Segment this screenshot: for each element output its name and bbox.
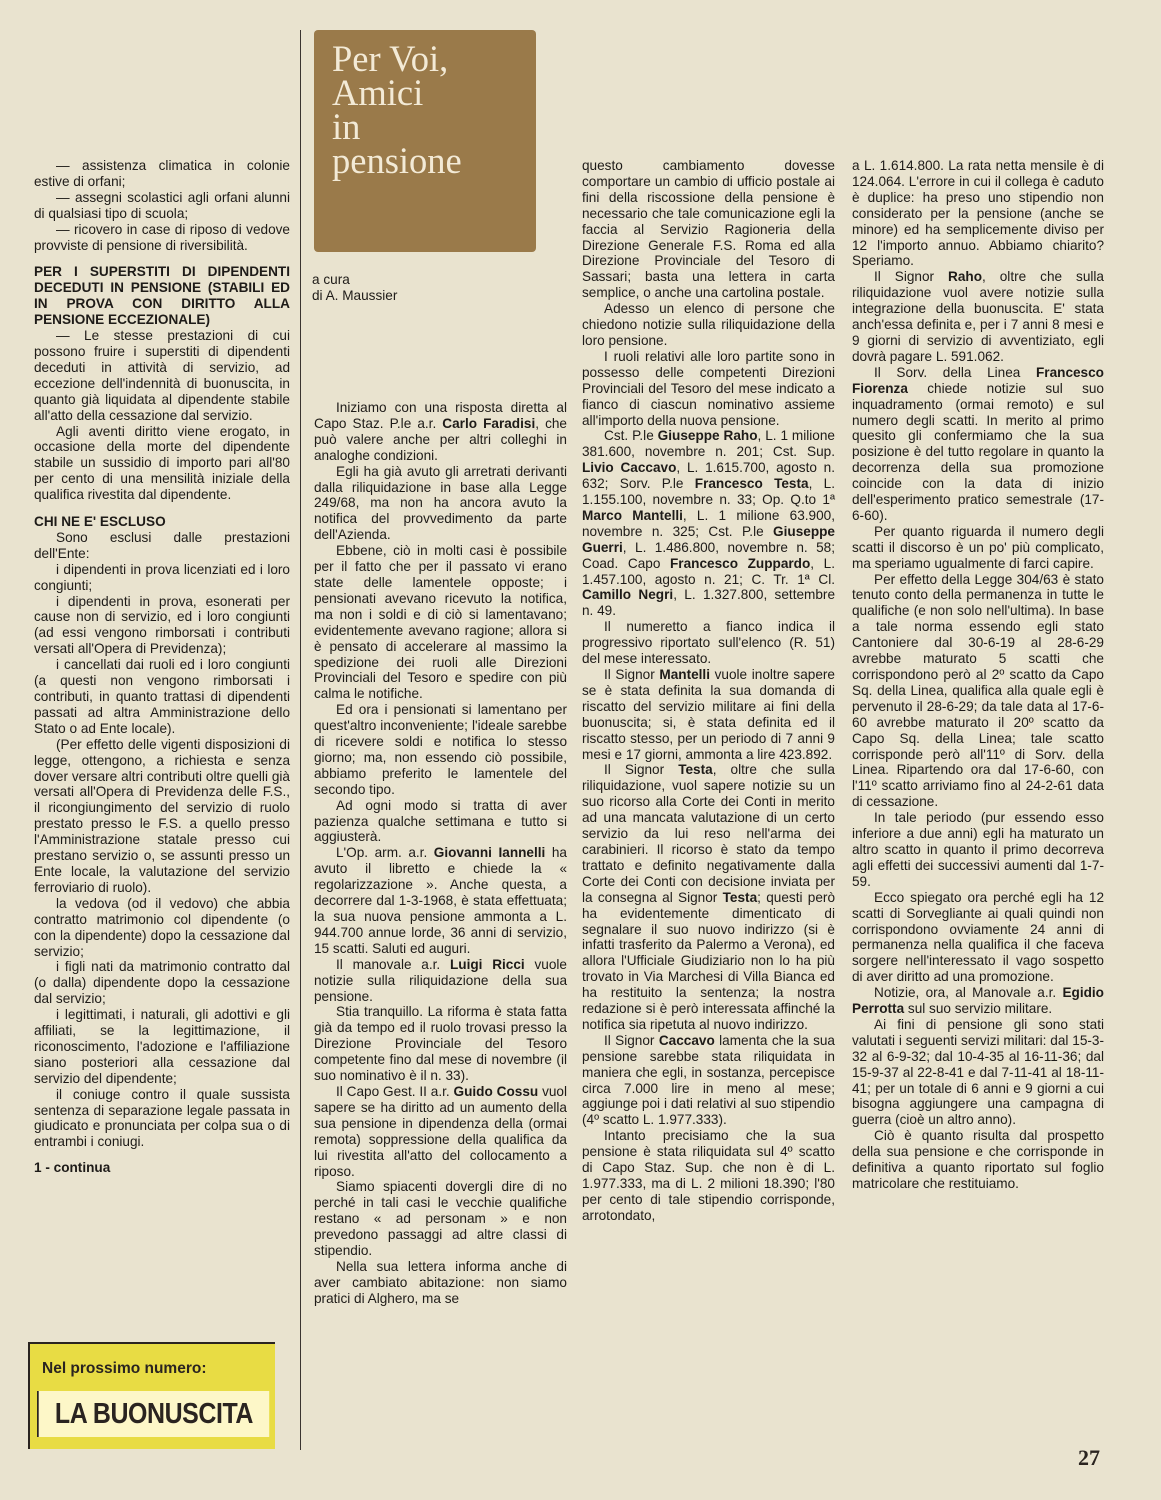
paragraph: Nella sua lettera informa anche di aver cambiato abitazione: non siamo pratici di Alghero, ma se	[314, 1258, 567, 1306]
paragraph	[314, 1084, 567, 1179]
section-title-line: Per Voi,	[332, 38, 449, 79]
paragraph: questo cambiamento dovesse comportare un cambio di ufficio postale ai fini della riscossione della pensione è necessario che tale comunicazione egli la faccia al Servizio Ragioneria della Direzione Generale F.S. Roma ed alla Direzione Provinciale del Tesoro di Sassari; basta una lettera in carta semplice, o anche una cartolina postale.	[582, 158, 835, 301]
paragraph: Ai fini di pensione gli sono stati valutati i seguenti servizi militari: dal 15-3-32 al 6-9-32; dal 10-4-35 al 16-11-36; dal 15-9-37 al 22-8-41 e dal 7-11-41 al 18-11-41; per un totale di 6 anni e 9 giorni a cui bisogna aggiungere una campagna di guerra (cioè un altro anno).	[852, 1016, 1104, 1128]
paragraph	[314, 400, 567, 464]
byline	[312, 272, 397, 304]
section-title-line: Amici	[332, 72, 424, 113]
page-number: 27	[1078, 1445, 1100, 1470]
paragraph-text: Cst. P.le	[604, 428, 658, 444]
paragraph: a L. 1.614.800. La rata netta mensile è di 124.064. L'errore in cui il collega è caduto è duplice: ha preso uno stipendio non considerato per la pensione (anche se minore) ed ha semplicemente diviso per 12 l'importo annuo. Abbiamo chiarito? Speriamo.	[852, 158, 1104, 269]
person-name: Caccavo	[658, 1032, 715, 1048]
paragraph-text: vuole inoltre sapere se è stata definita la sua domanda di riscatto del servizio militare ai fini della buonuscita; si, è stata definita ed il riscatto stesso, per un periodo di 7 anni 9 mesi e 17 giorni, ammonta a lire 423.892.	[582, 667, 835, 762]
column-divider	[300, 30, 301, 1450]
paragraph: Il numeretto a fianco indica il progressivo riportato sull'elenco (R. 51) del mese interessato.	[582, 619, 835, 667]
section-title-line: in	[332, 106, 361, 147]
paragraph: — ricovero in case di riposo di vedove provviste di pensione di riversibilità.	[34, 221, 290, 253]
paragraph	[852, 985, 1104, 1017]
section-heading: PER I SUPERSTITI DI DIPENDENTI DECEDUTI IN PENSIONE (STABILI ED IN PROVA CON DIRITTO ALLA PENSIONE ECCEZIONALE)	[34, 264, 290, 328]
paragraph-text: Il Signor	[604, 1032, 659, 1048]
paragraph-text: Iniziamo con una risposta diretta al Capo Staz. P.le a.r.	[314, 400, 567, 431]
paragraph-text: , L. 1.155.100, novembre n. 33; Op. Q.to 1ª	[582, 476, 835, 508]
paragraph: i cancellati dai ruoli ed i loro congiunti (a questi non vengono rimborsati i contributi, in quanto trattasi di dipendenti passati ad altra Amministrazione dello Stato o ad Ente locale).	[34, 657, 290, 736]
paragraph-text: , oltre che sulla riliquidazione, vuol sapere notizie su un suo ricorso alla Corte dei Conti in merito ad una mancata valutazione di un certo servizio da lui reso nell'arma dei carabinieri. Il ricorso è stato da tempo trattato e definito negativamente dalla Corte dei Conti con decisione inviata per la consegna al Signor	[582, 762, 835, 905]
paragraph: Ciò è quanto risulta dal prospetto della sua pensione e che corrisponde in definitiva a quanto riportato sul foglio matricolare che restituiamo.	[852, 1128, 1104, 1191]
byline-line: di A. Maussier	[312, 288, 398, 303]
paragraph: i figli nati da matrimonio contratto dal (o dalla) dipendente dopo la cessazione dal servizio;	[34, 959, 290, 1007]
paragraph: — Le stesse prestazioni di cui possono fruire i superstiti di dipendenti deceduti in attività di servizio, ad eccezione dell'indennità di buonuscita, in quanto già liquidata al dipendente stabile all'atto della cessazione dal servizio.	[34, 328, 290, 423]
paragraph-text: Il Signor	[604, 762, 679, 778]
paragraph	[582, 428, 835, 619]
paragraph	[582, 762, 835, 1032]
person-name: Guido Cossu	[453, 1083, 539, 1099]
person-name: Luigi Ricci	[449, 956, 525, 972]
paragraph	[314, 845, 567, 956]
paragraph-text: vuol sapere se ha diritto ad un aumento della sua pensione in dipendenza della (ormai remota) soppressione della qualifica da lui rivestita all'atto del collocamento a riposo.	[314, 1083, 567, 1179]
paragraph-text: , che può valere anche per altri colleghi in analoghe condizioni.	[314, 415, 567, 463]
paragraph-text: , L. 1.486.800, novembre n. 58; Coad. Capo	[582, 539, 835, 571]
byline-line: a cura	[312, 272, 350, 287]
paragraph-text: , L. 1 milione 63.900, novembre n. 325; Cst. P.le	[582, 507, 836, 539]
text-column-3	[582, 158, 835, 1224]
person-name: Raho	[948, 269, 982, 285]
paragraph: Agli aventi diritto viene erogato, in occasione della morte del dipendente stabile un sussidio di importo pari all'80 per cento di una mensilità iniziale della qualifica rivestita dal dipendente.	[34, 423, 290, 503]
person-name: Testa	[722, 889, 758, 905]
paragraph: Per quanto riguarda il numero degli scatti il discorso è un po' più complicato, ma speriamo ugualmente di farci capire.	[852, 523, 1104, 571]
paragraph-text: Notizie, ora, al Manovale a.r.	[874, 985, 1063, 1001]
person-name: Camillo Negri	[582, 587, 674, 603]
paragraph-text: vuole notizie sulla riliquidazione della sua pensione.	[314, 956, 567, 1004]
person-name: Carlo Faradisi	[442, 415, 536, 431]
paragraph-text: , L. 1 milione 381.600, novembre n. 201; Cst. Sup.	[582, 428, 835, 460]
paragraph-text: , oltre che sulla riliquidazione vuol avere notizie sulla integrazione della buonuscita. E' stata anch'essa definita e, per i 7 anni 8 mesi e 9 giorni di servizio di avventiziato, egli dovrà pagare L. 591.062.	[852, 269, 1104, 364]
paragraph	[852, 365, 1104, 524]
paragraph-text: , L. 1.615.700, agosto n. 632; Sorv. P.le	[582, 460, 836, 492]
paragraph: — assegni scolastici agli orfani alunni di qualsiasi tipo di scuola;	[34, 189, 290, 221]
person-name: Francesco Zuppardo	[670, 555, 811, 571]
paragraph: Sono esclusi dalle prestazioni dell'Ente:	[34, 529, 290, 561]
text-column-4	[852, 158, 1104, 1192]
person-name: Mantelli	[659, 667, 710, 682]
paragraph-text: Il Capo Gest. II a.r.	[336, 1083, 454, 1099]
section-heading: CHI NE E' ESCLUSO	[34, 514, 166, 530]
paragraph: Per effetto della Legge 304/63 è stato tenuto conto della permanenza in tutte le qualifiche (e non solo nell'ultima). In base a tale norma essendo egli stato Cantoniere dal 30-6-19 al 28-6-29 avrebbe maturato 5 scatti che corrispondono però al 2º scatto da Capo Sq. della Linea, qualifica alla quale egli è pervenuto il 28-6-29; da tale data al 17-6-60 avrebbe maturato il 20º scatto da Capo Sq. della Linea; tale scatto corrisponde però all'11º di Sorv. della Linea. Ripartendo ora dal 17-6-60, con l'11º scatto arriviamo fino al 24-2-61 data di cessazione.	[852, 571, 1104, 810]
person-name: Marco Mantelli	[582, 507, 683, 523]
section-title-line: pensione	[332, 140, 462, 181]
paragraph: Intanto precisiamo che la sua pensione è stata riliquidata sul 4º scatto di Capo Staz. Sup. che non è di L. 1.977.333, ma di L. 2 milioni 18.390; l'80 per cento di tale stipendio corrisponde, arrotondato,	[582, 1128, 835, 1223]
paragraph: Siamo spiacenti dovergli dire di no perché in tali casi le vecchie qualifiche restano « ad personam » e non prevedono passaggi ad altre classi di stipendio.	[314, 1179, 567, 1259]
next-issue-label: Nel prossimo numero:	[42, 1360, 207, 1377]
paragraph: i dipendenti in prova licenziati ed i loro congiunti;	[34, 561, 290, 593]
person-name: Testa	[678, 762, 713, 778]
paragraph-text: Il Signor	[874, 269, 949, 285]
paragraph	[314, 957, 567, 1005]
paragraph: In tale periodo (pur essendo esso inferiore a due anni) egli ha maturato un altro scatto in quanto il primo decorreva agli effetti dei successivi aumenti dal 1-7-59.	[852, 810, 1104, 889]
paragraph	[852, 269, 1104, 364]
person-name: Giuseppe Raho	[657, 428, 758, 444]
paragraph-text: ha avuto il libretto e chiede la « regolarizzazione ». Anche questa, a decorrere dal 1-3-1968, è stata effettuata; la sua nuova pensione ammonta a L. 944.700 annue lorde, 36 anni di servizio, 15 scatti. Saluti ed auguri.	[314, 845, 567, 956]
paragraph-text: ; questi però ha evidentemente dimenticato di segnalare il suo nuovo indirizzo (si è infatti trasferito da Palermo a Verona), ed allora l'Ufficiale Giudiziario non lo ha più trovato in Via Marchesi di Villa Bianca ed ha restituito la sentenza; la nostra redazione si è però interessata affinché la notifica sia ripetuta al nuovo indirizzo.	[582, 889, 835, 1032]
paragraph-text: lamenta che la sua pensione sarebbe stata riliquidata in maniera che egli, in sostanza, percepisce circa 7.000 lire in meno al mese; aggiunge poi i dati relativi al suo stipendio (4º scatto L. 1.977.333).	[582, 1032, 835, 1128]
paragraph: I ruoli relativi alle loro partite sono in possesso delle competenti Direzioni Provinciali del Tesoro del mese indicato a fianco di ciascun nominativo assieme all'importo della nuova pensione.	[582, 348, 835, 428]
person-name: Giuseppe Guerri	[582, 523, 835, 555]
paragraph: Adesso un elenco di persone che chiedono notizie sulla riliquidazione della loro pensione.	[582, 301, 835, 348]
paragraph-text: L'Op. arm. a.r.	[336, 845, 434, 861]
paragraph: Ed ora i pensionati si lamentano per quest'altro inconveniente; l'ideale sarebbe di ricevere soldi e notifica lo stesso giorno; ma, non essendo ciò possibile, abbiamo preferito le lamentele del secondo tipo.	[314, 702, 567, 797]
paragraph: Ebbene, ciò in molti casi è possibile per il fatto che per il passato vi erano state delle lamentele opposte; i pensionati avevano ricevuto la notifica, ma non i soldi e di ciò si lamentavano; evidentemente avevano ragione; allora si è pensato di accelerare al massimo la spedizione dei ruoli alle Direzioni Provinciali del Tesoro e spedire con più calma le notifiche.	[314, 543, 567, 702]
paragraph: il coniuge contro il quale sussista sentenza di separazione legale passata in giudicato e pronunciata per colpa sua o di entrambi i coniugi.	[34, 1086, 290, 1150]
paragraph: Ad ogni modo si tratta di aver pazienza qualche settimana e tutto si aggiusterà.	[314, 797, 567, 845]
person-name: Francesco Fiorenza	[852, 364, 1104, 396]
paragraph	[582, 1033, 835, 1128]
paragraph: Egli ha già avuto gli arretrati derivanti dalla riliquidazione in base alla Legge 249/68, ma non ha ancora avuto la notifica del provvedimento da parte dell'Azienda.	[314, 463, 567, 543]
paragraph: i dipendenti in prova, esonerati per cause non di servizio, ed i loro congiunti (ad essi vengono rimborsati i contributi versati all'Opera di Previdenza);	[34, 593, 290, 657]
paragraph-text: Il Signor	[604, 667, 660, 682]
continued-note: 1 - continua	[34, 1160, 111, 1176]
paragraph: Stia tranquillo. La riforma è stata fatta già da tempo ed il ruolo trovasi presso la Direzione Provinciale del Tesoro competente fino dal mese di novembre (il suo nominativo è il n. 33).	[314, 1004, 567, 1084]
paragraph-text: Il manovale a.r.	[336, 956, 450, 972]
text-column-2	[314, 400, 567, 1307]
next-issue-title: LA BUONUSCITA	[37, 1391, 269, 1437]
section-title-box	[314, 30, 536, 252]
person-name: Francesco Testa	[694, 476, 809, 492]
paragraph-text: , L. 1.327.800, settembre n. 49.	[582, 587, 836, 619]
paragraph: i legittimati, i naturali, gli adottivi e gli affiliati, se la legittimazione, il riconoscimento, l'adozione e l'affiliazione siano posteriori alla cessazione dal servizio del dipendente;	[34, 1007, 290, 1086]
paragraph-text: chiede notizie sul suo inquadramento (ormai remoto) e sul numero degli scatti. In merito al primo quesito gli confermiamo che la sua posizione è del tutto regolare in quanto la decorrenza della sua promozione coincide con la data di inizio dell'esperimento pratico semestrale (17-6-60).	[852, 380, 1104, 523]
paragraph-text: sul suo servizio militare.	[904, 1001, 1053, 1017]
paragraph: — assistenza climatica in colonie estive di orfani;	[34, 158, 290, 189]
text-column-1	[34, 158, 290, 1176]
paragraph-text: , L. 1.457.100, agosto n. 21; C. Tr. 1ª Cl.	[582, 555, 836, 587]
person-name: Livio Caccavo	[582, 460, 677, 476]
paragraph: Ecco spiegato ora perché egli ha 12 scatti di Sorvegliante ai quali quindi non corrispondono ovviamente 24 anni di permanenza nella qualifica il che faceva sorgere nell'interessato il vago sospetto di aver diritto ad una promozione.	[852, 889, 1104, 985]
next-issue-box	[28, 1342, 275, 1449]
person-name: Egidio Perrotta	[852, 985, 1104, 1017]
paragraph	[582, 667, 835, 762]
paragraph: (Per effetto delle vigenti disposizioni di legge, ottengono, a richiesta e senza dover versare altri contributi oltre quelli già versati all'Opera di Previdenza delle F.S., il ricongiungimento del servizio di ruolo prestato presso le F.S. a quello presso l'Amministrazione statale presso cui prestano servizio o, se assunti presso un Ente locale, la valutazione del servizio ferroviario di ruolo).	[34, 736, 290, 895]
paragraph: la vedova (od il vedovo) che abbia contratto matrimonio col dipendente (o con la dipendente) dopo la cessazione dal servizio;	[34, 895, 290, 959]
paragraph-text: Il Sorv. della Linea	[874, 364, 1036, 380]
person-name: Giovanni Iannelli	[433, 845, 546, 861]
